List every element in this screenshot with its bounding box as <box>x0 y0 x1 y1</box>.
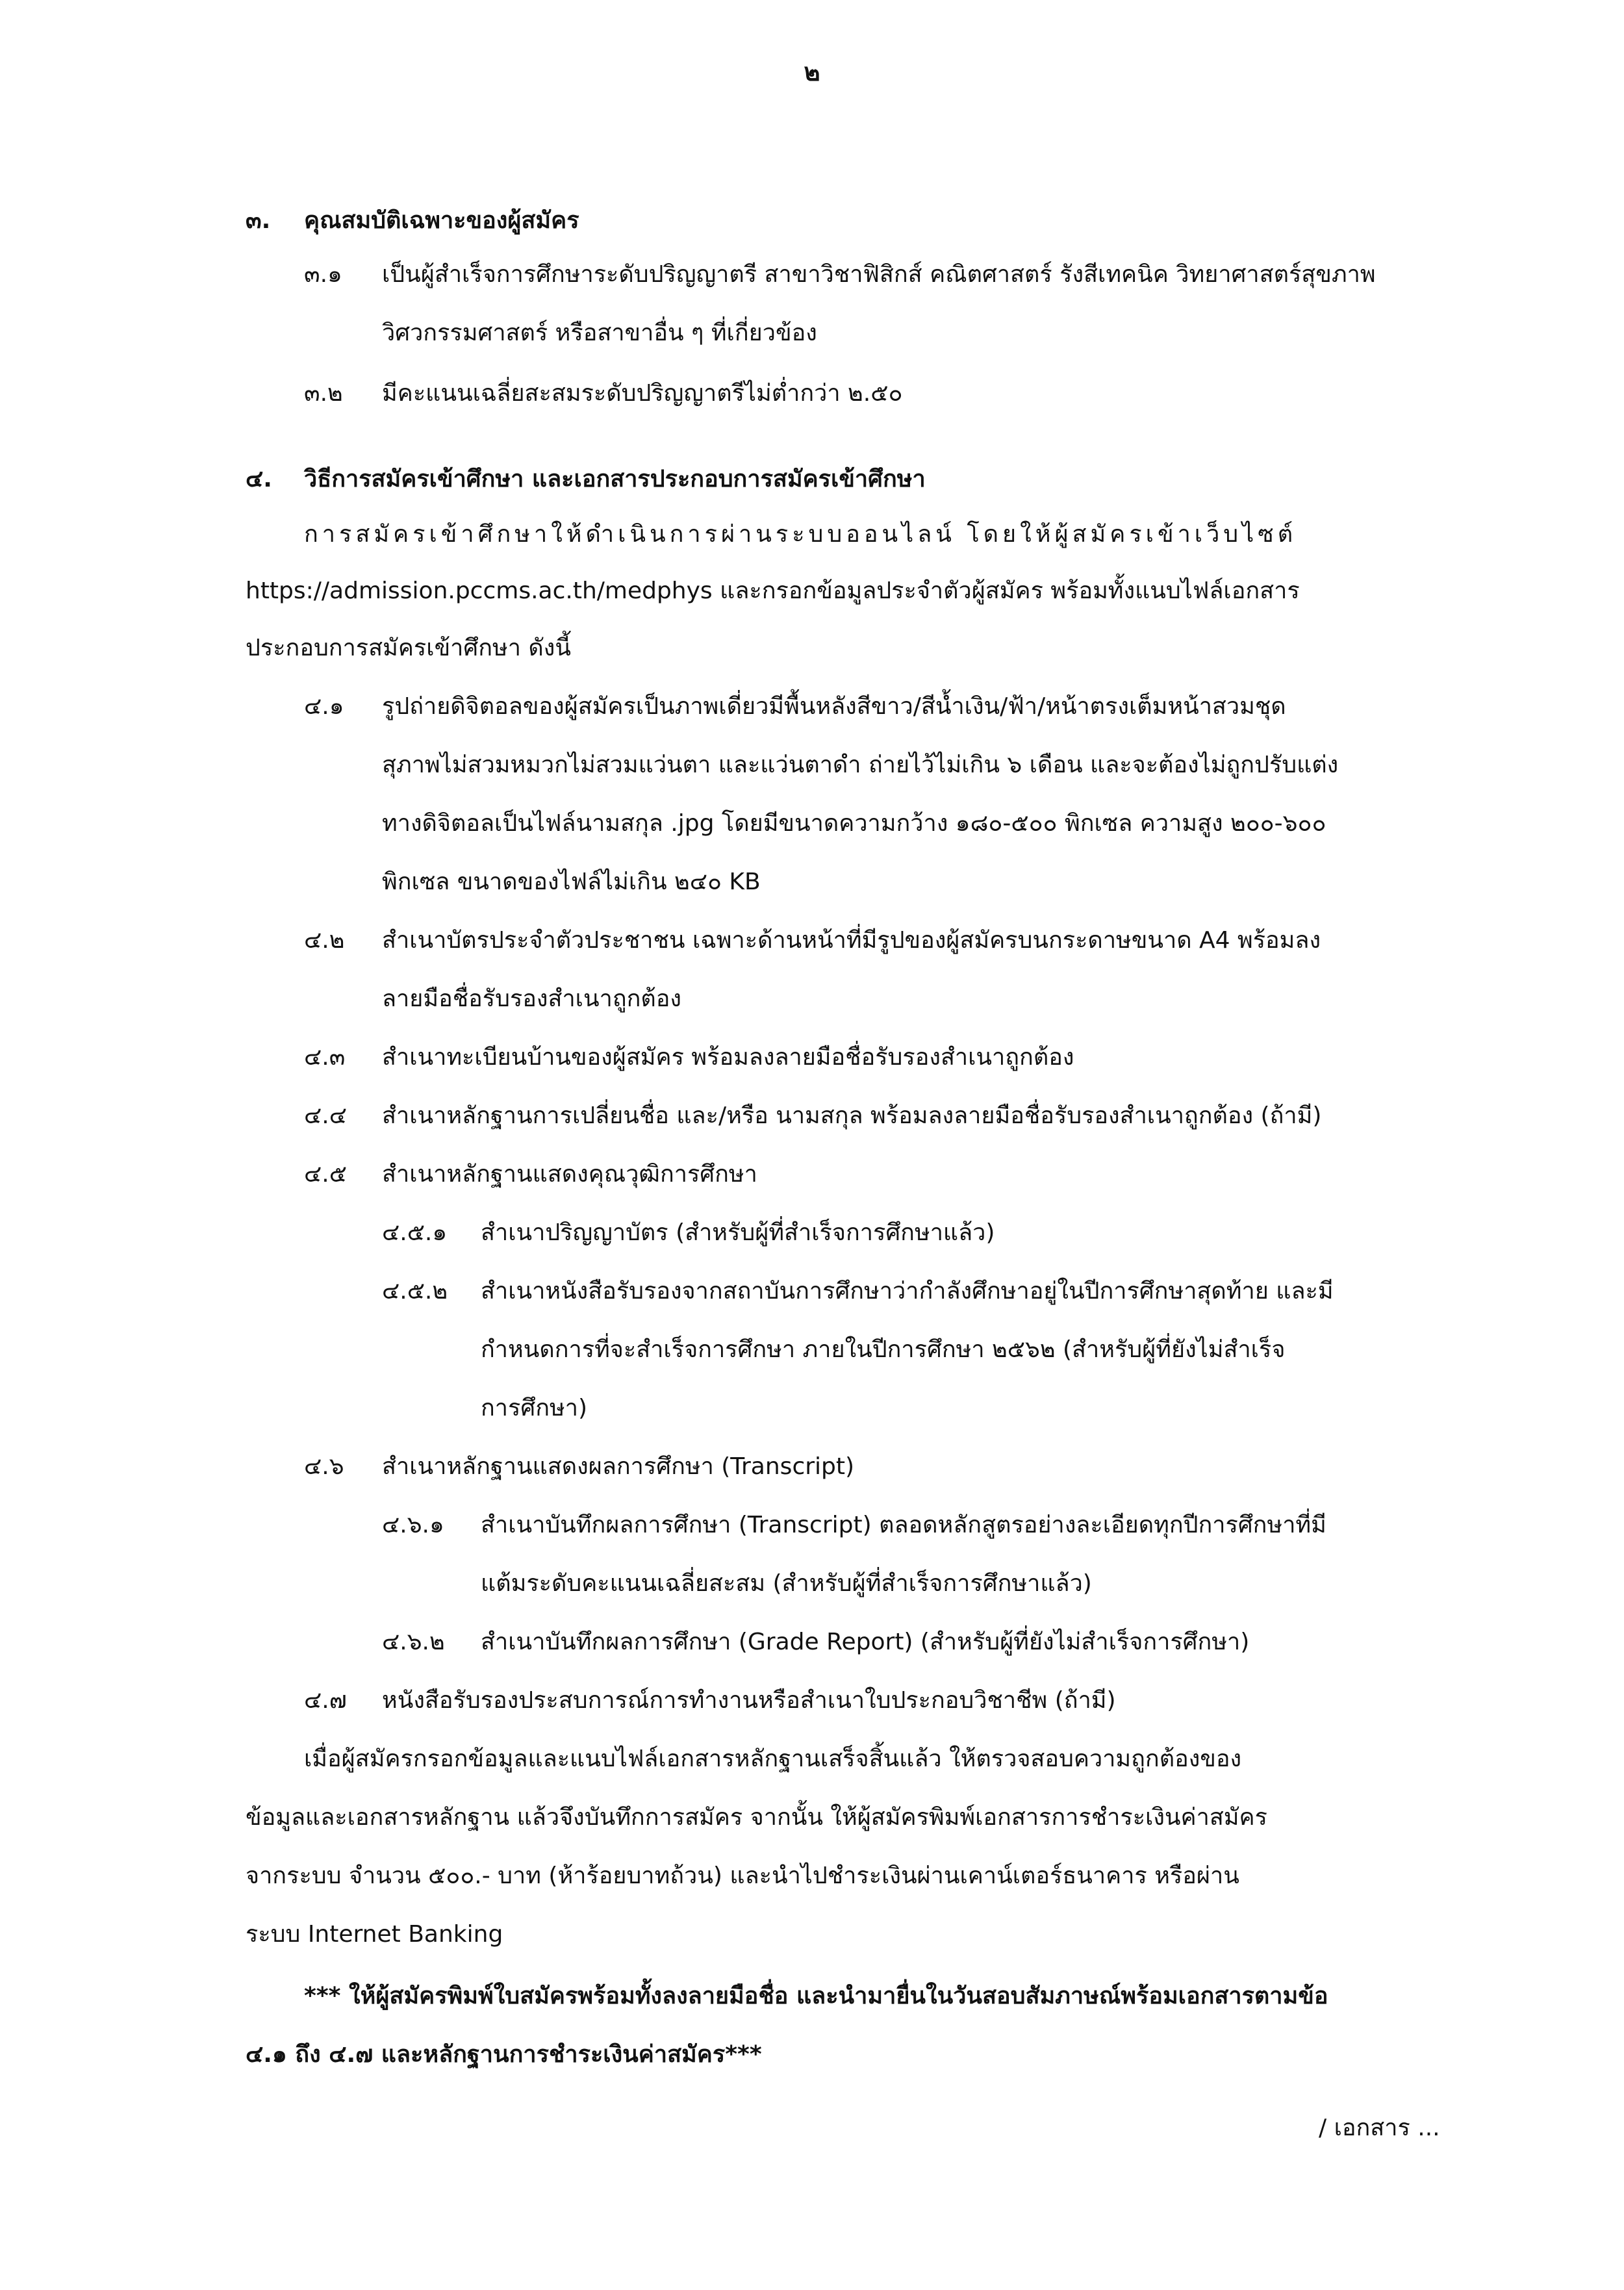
page-number: ๒ <box>804 58 820 86</box>
item-4-6-line: สำเนาหลักฐานแสดงผลการศึกษา (Transcript) <box>382 1453 855 1480</box>
intro-line: https://admission.pccms.ac.th/medphys และกรอกข้อมูลประจำตัวผู้สมัคร พร้อมทั้งแนบไฟล์เอกสาร <box>246 578 1300 604</box>
item-4-6-1-line: สำเนาบันทึกผลการศึกษา (Transcript) ตลอดหลักสูตรอย่างละเอียดทุกปีการศึกษาที่มี <box>481 1512 1326 1538</box>
item-4-7-line: หนังสือรับรองประสบการณ์การทำงานหรือสำเนาใบประกอบวิชาชีพ (ถ้ามี) <box>382 1687 1116 1714</box>
item-4-2-line: สำเนาบัตรประจำตัวประชาชน เฉพาะด้านหน้าที่มีรูปของผู้สมัครบนกระดาษขนาด A4 พร้อมลง <box>382 927 1321 954</box>
item-4-3-line: สำเนาทะเบียนบ้านของผู้สมัคร พร้อมลงลายมือชื่อรับรองสำเนาถูกต้อง <box>382 1044 1074 1071</box>
item-3-1-line: วิศวกรรมศาสตร์ หรือสาขาอื่น ๆ ที่เกี่ยวข้อง <box>382 320 817 346</box>
item-4-6-2-line: สำเนาบันทึกผลการศึกษา (Grade Report) (สำหรับผู้ที่ยังไม่สำเร็จการศึกษา) <box>481 1629 1250 1655</box>
payment-line: ระบบ Internet Banking <box>246 1921 503 1948</box>
continuation-marker: / เอกสาร ... <box>1319 2115 1440 2141</box>
item-4-5-2-line: สำเนาหนังสือรับรองจากสถาบันการศึกษาว่ากำลังศึกษาอยู่ในปีการศึกษาสุดท้าย และมี <box>481 1278 1334 1304</box>
item-4-5-1-line: สำเนาปริญญาบัตร (สำหรับผู้ที่สำเร็จการศึกษาแล้ว) <box>481 1219 995 1246</box>
item-3-1-line: เป็นผู้สำเร็จการศึกษาระดับปริญญาตรี สาขาวิชาฟิสิกส์ คณิตศาสตร์ รังสีเทคนิค วิทยาศาสตร์สุขภาพ <box>382 261 1376 288</box>
item-4-1-line: รูปถ่ายดิจิตอลของผู้สมัครเป็นภาพเดี่ยวมีพื้นหลังสีขาว/สีน้ำเงิน/ฟ้า/หน้าตรงเต็มหน้าสวมชุด <box>382 693 1286 720</box>
item-3-2-number: ๓.๒ <box>304 380 343 407</box>
intro-line: การสมัครเข้าศึกษาให้ดำเนินการผ่านระบบออนไลน์ โดยให้ผู้สมัครเข้าเว็บไซต์ <box>304 521 1297 548</box>
item-4-5-2-line: กำหนดการที่จะสำเร็จการศึกษา ภายในปีการศึกษา ๒๕๖๒ (สำหรับผู้ที่ยังไม่สำเร็จ <box>481 1336 1286 1363</box>
item-4-4-line: สำเนาหลักฐานการเปลี่ยนชื่อ และ/หรือ นามสกุล พร้อมลงลายมือชื่อรับรองสำเนาถูกต้อง (ถ้ามี) <box>382 1102 1322 1129</box>
payment-line: เมื่อผู้สมัครกรอกข้อมูลและแนบไฟล์เอกสารหลักฐานเสร็จสิ้นแล้ว ให้ตรวจสอบความถูกต้องของ <box>304 1746 1242 1772</box>
item-4-2-line: ลายมือชื่อรับรองสำเนาถูกต้อง <box>382 986 681 1012</box>
item-4-5-1-number: ๔.๕.๑ <box>382 1219 448 1246</box>
item-4-5-line: สำเนาหลักฐานแสดงคุณวุฒิการศึกษา <box>382 1161 757 1188</box>
item-4-5-2-line: การศึกษา) <box>481 1395 587 1421</box>
item-4-1-line: พิกเซล ขนาดของไฟล์ไม่เกิน ๒๔๐ KB <box>382 869 761 895</box>
payment-line: จากระบบ จำนวน ๕๐๐.- บาท (ห้าร้อยบาทถ้วน) และนำไปชำระเงินผ่านเคาน์เตอร์ธนาคาร หรือผ่าน <box>246 1863 1239 1889</box>
item-3-2-line: มีคะแนนเฉลี่ยสะสมระดับปริญญาตรีไม่ต่ำกว่า ๒.๕๐ <box>382 380 903 407</box>
note-line: ๔.๑ ถึง ๔.๗ และหลักฐานการชำระเงินค่าสมัคร*** <box>246 2041 762 2068</box>
intro-line: ประกอบการสมัครเข้าศึกษา ดังนี้ <box>246 635 571 661</box>
item-4-7-number: ๔.๗ <box>304 1687 347 1714</box>
section4-title: วิธีการสมัครเข้าศึกษา และเอกสารประกอบการสมัครเข้าศึกษา <box>304 466 926 492</box>
item-4-6-1-line: แต้มระดับคะแนนเฉลี่ยสะสม (สำหรับผู้ที่สำเร็จการศึกษาแล้ว) <box>481 1570 1092 1597</box>
item-3-1-number: ๓.๑ <box>304 261 342 288</box>
section3-number: ๓. <box>246 207 271 234</box>
section3-title: คุณสมบัติเฉพาะของผู้สมัคร <box>304 207 579 234</box>
item-4-5-2-number: ๔.๕.๒ <box>382 1278 448 1304</box>
item-4-5-number: ๔.๕ <box>304 1161 347 1188</box>
section4-number: ๔. <box>246 466 272 492</box>
item-4-2-number: ๔.๒ <box>304 927 345 954</box>
item-4-1-line: ทางดิจิตอลเป็นไฟล์นามสกุล .jpg โดยมีขนาดความกว้าง ๑๘๐-๕๐๐ พิกเซล ความสูง ๒๐๐-๖๐๐ <box>382 810 1326 837</box>
item-4-4-number: ๔.๔ <box>304 1102 347 1129</box>
note-line: *** ให้ผู้สมัครพิมพ์ใบสมัครพร้อมทั้งลงลายมือชื่อ และนำมายื่นในวันสอบสัมภาษณ์พร้อมเอกสารตามข้อ <box>304 1983 1328 2009</box>
item-4-3-number: ๔.๓ <box>304 1044 346 1071</box>
item-4-1-number: ๔.๑ <box>304 693 344 720</box>
item-4-1-line: สุภาพไม่สวมหมวกไม่สวมแว่นตา และแว่นตาดำ ถ่ายไว้ไม่เกิน ๖ เดือน และจะต้องไม่ถูกปรับแต่ง <box>382 752 1339 778</box>
payment-line: ข้อมูลและเอกสารหลักฐาน แล้วจึงบันทึกการสมัคร จากนั้น ให้ผู้สมัครพิมพ์เอกสารการชำระเงินค่าสมัคร <box>246 1804 1267 1831</box>
item-4-6-1-number: ๔.๖.๑ <box>382 1512 444 1538</box>
item-4-6-2-number: ๔.๖.๒ <box>382 1629 445 1655</box>
item-4-6-number: ๔.๖ <box>304 1453 344 1480</box>
